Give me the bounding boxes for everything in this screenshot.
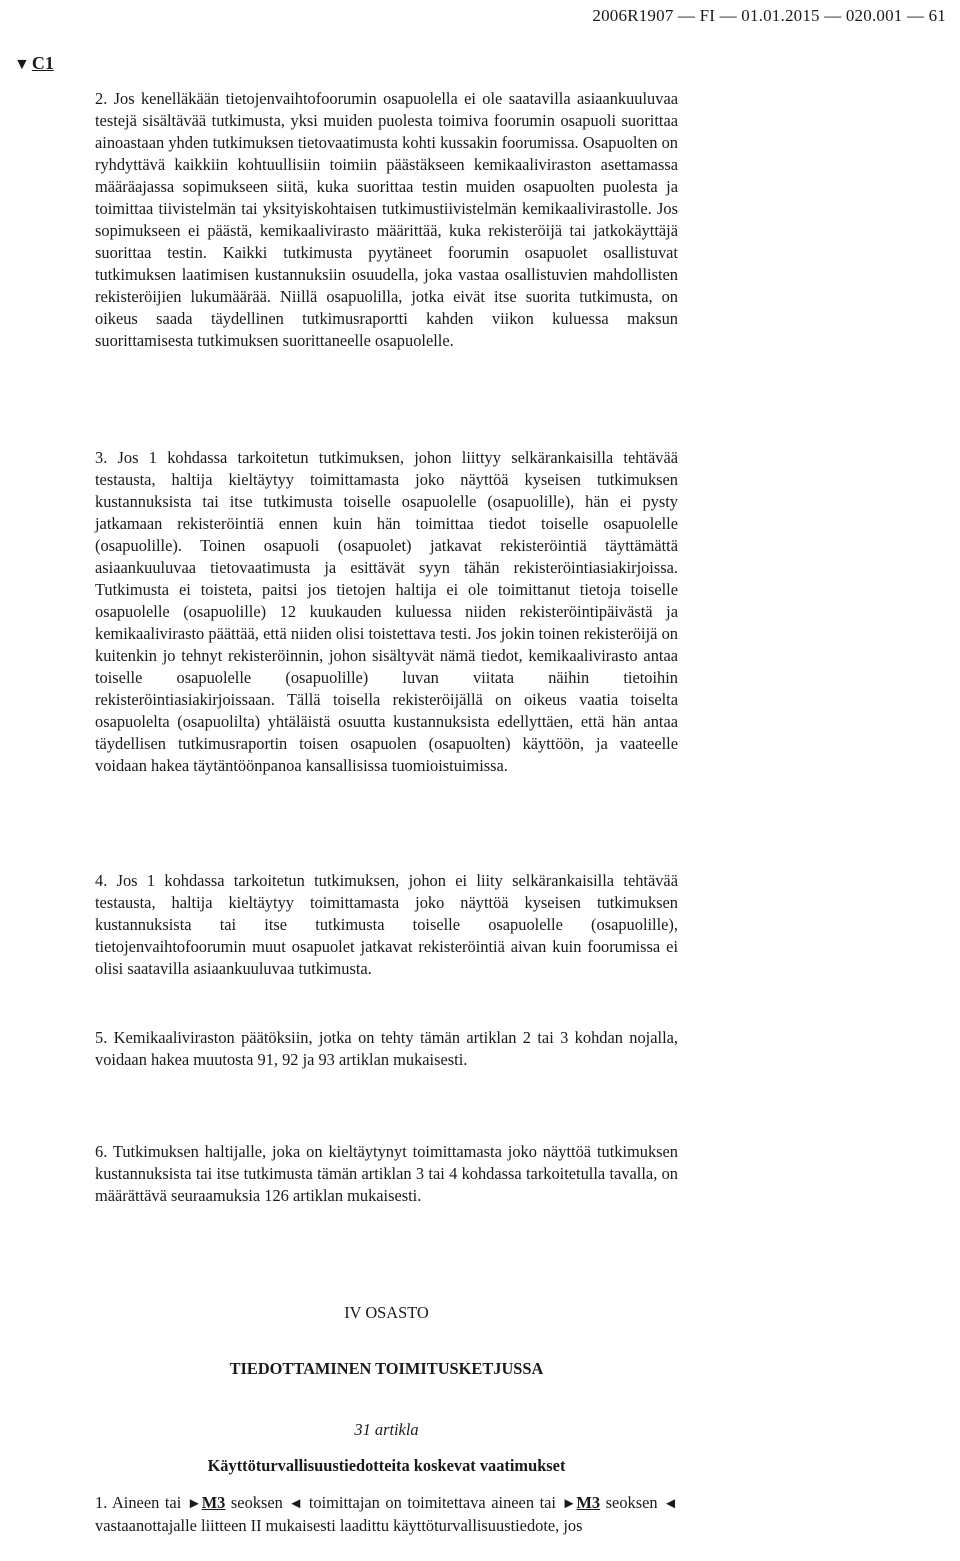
paragraph-1-article-31 xyxy=(95,1492,678,1537)
part-heading: TIEDOTTAMINEN TOIMITUSKETJUSSA xyxy=(229,1359,544,1378)
triangle-down-icon: ▼ xyxy=(14,56,30,73)
text-segment: seoksen xyxy=(225,1493,289,1512)
amendment-ref-m3[interactable]: M3 xyxy=(201,1493,226,1512)
arrow-left-icon: ◄ xyxy=(288,1496,304,1512)
paragraph-2: 2. Jos kenelläkään tietojenvaihtofoorumin osapuolella ei ole saatavilla asiaankuuluvaa testejä sisältävää tutkimusta, yksi muiden puolesta toimiva foorumin osapuoli suorittaa ainoastaan yhden tutkimuksen tietovaatimusta kohti kussakin foorumissa. Osapuolten on ryhdyttävä kaikkiin kohtuullisiin toimiin päästäkseen kemikaaliviraston asettamassa määräajassa sopimukseen siitä, kuka suorittaa testin muiden osapuolten puolesta ja toimittaa tiivistelmän tai yksityiskohtaisen tutkimustiivistelmän kemikaalivirastolle. Jos sopimukseen ei päästä, kemikaalivirasto määrittää, kuka rekisteröijä tai jatkokäyttäjä suorittaa testin. Kaikki tutkimusta pyytäneet foorumin osapuolet osallistuvat tutkimuksen laatimisen kustannuksiin osuudella, joka vastaa osallistuvien mahdollisten rekisteröijien lukumäärää. Niillä osapuolilla, jotka eivät itse suorita tutkimusta, on oikeus saada täydellinen tutkimusraportti kahden viikon kuluessa maksun suorittamisesta tutkimuksen suorittaneelle osapuolelle. xyxy=(95,89,678,350)
text-segment: seoksen xyxy=(600,1493,664,1512)
paragraph-4: 4. Jos 1 kohdassa tarkoitetun tutkimuksen, johon ei liity selkärankaisilla tehtävää testausta, haltija kieltäytyy toimittamasta joko näyttöä kyseisen tutkimuksen kustannuksista tai itse tutkimusta toiselle osapuolelle (osapuolille), tietojenvaihtofoorumin muut osapuolet jatkavat rekisteröintiä aivan kuin foorumissa ei olisi saatavilla asiaankuuluvaa tutkimusta. xyxy=(95,871,678,978)
article-number: 31 artikla xyxy=(354,1420,419,1439)
amendment-ref-m3[interactable]: M3 xyxy=(576,1493,601,1512)
text-segment: vastaanottajalle liitteen II mukaisesti laadittu käyttöturvallisuustiedote, jos xyxy=(95,1516,583,1535)
arrow-right-icon: ► xyxy=(186,1496,202,1512)
text-segment: toimittajan on toimitettava aineen tai xyxy=(303,1493,562,1512)
article-subject: Käyttöturvallisuustiedotteita koskevat vaatimukset xyxy=(207,1456,566,1475)
paragraph-5: 5. Kemikaaliviraston päätöksiin, jotka on tehty tämän artiklan 2 tai 3 kohdan nojalla, voidaan hakea muutosta 91, 92 ja 93 artiklan mukaisesti. xyxy=(95,1028,678,1069)
document-header: 2006R1907 — FI — 01.01.2015 — 020.001 — 61 xyxy=(592,6,946,25)
paragraph-3: 3. Jos 1 kohdassa tarkoitetun tutkimuksen, johon liittyy selkärankaisilla tehtävää testausta, haltija kieltäytyy toimittamasta joko näyttöä kyseisen tutkimuksen kustannuksista tai itse tutkimusta toiselle osapuolelle (osapuolille), hän ei pysty jatkamaan rekisteröintiä ennen kuin hän toimittaa tiedot toiselle osapuolelle (osapuolille). Toinen osapuoli (osapuolet) jatkavat rekisteröintiä täyttämättä asiaankuuluvaa tietovaatimusta ja esittävät syyn tähän rekisteröintiasiakirjoissa. Tutkimusta ei toisteta, paitsi jos tietojen haltija ei ole toimittanut tietoja toiselle osapuolelle (osapuolille) 12 kuukauden kuluessa niiden rekisteröintipäivästä ja kemikaalivirasto päättää, että niiden olisi toistettava testi. Jos jokin toinen rekisteröijä on kuitenkin jo tehnyt rekisteröinnin, johon sisältyvät nämä tiedot, kemikaalivirasto antaa toiselle osapuolelle (osapuolille) luvan viitata näihin tietoihin rekisteröintiasiakirjoissaan. Tällä toisella rekisteröijällä on oikeus vaatia toiselta osapuolelta (osapuolilta) yhtäläistä osuutta kustannuksista edellyttäen, että hän antaa täydellisen tutkimusraportin toisen osapuolen (osapuolten) käyttöön, ja vaateelle voidaan hakea täytäntöönpanoa kansallisissa tuomioistuimissa. xyxy=(95,448,678,775)
paragraph-6: 6. Tutkimuksen haltijalle, joka on kieltäytynyt toimittamasta joko näyttöä tutkimuksen kustannuksista tai itse tutkimusta tämän artiklan 3 tai 4 kohdassa tarkoitetulla tavalla, on määrättävä seuraamuksia 126 artiklan mukaisesti. xyxy=(95,1142,678,1205)
amendment-code: C1 xyxy=(31,53,54,73)
arrow-right-icon: ► xyxy=(561,1496,577,1512)
text-segment: 1. Aineen tai xyxy=(95,1493,187,1512)
arrow-left-icon: ◄ xyxy=(663,1496,678,1512)
amendment-marker xyxy=(14,53,54,74)
part-title: IV OSASTO xyxy=(344,1303,429,1322)
